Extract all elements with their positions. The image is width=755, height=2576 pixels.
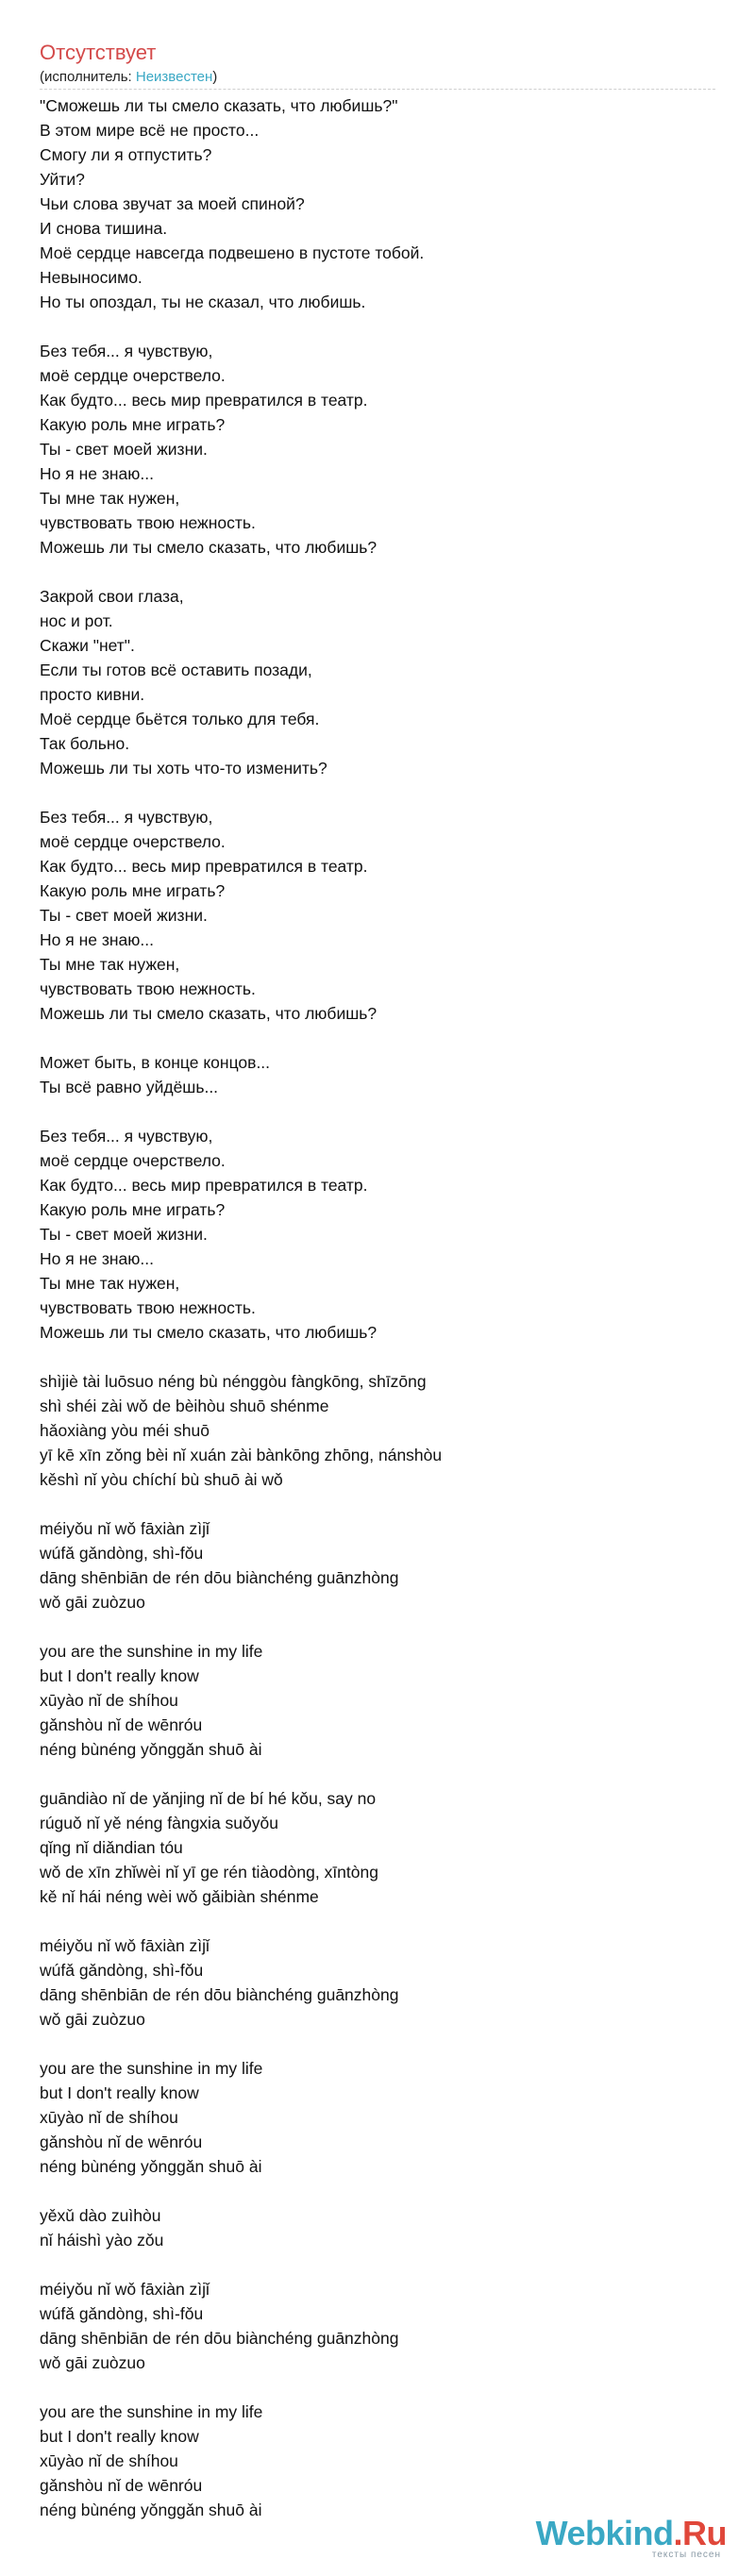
lyric-line: "Сможешь ли ты смело сказать, что любишь?" bbox=[40, 96, 398, 115]
logo-wordmark bbox=[536, 2516, 727, 2551]
lyric-line: Можешь ли ты смело сказать, что любишь? bbox=[40, 538, 378, 557]
lyric-line: wúfǎ gǎndòng, shì-fǒu bbox=[40, 2304, 204, 2323]
lyric-line: néng bùnéng yǒnggǎn shuō ài bbox=[40, 1740, 262, 1759]
lyric-line: Ты всё равно уйдёшь... bbox=[40, 1078, 219, 1096]
lyric-line: Ты мне так нужен, bbox=[40, 955, 180, 974]
lyric-line: чувствовать твою нежность. bbox=[40, 513, 256, 532]
lyric-line: Ты - свет моей жизни. bbox=[40, 440, 208, 459]
lyric-line: чувствовать твою нежность. bbox=[40, 979, 256, 998]
lyric-line: shìjiè tài luōsuo néng bù nénggòu fàngkōng, shīzōng bbox=[40, 1372, 427, 1391]
stanza-break bbox=[40, 1492, 715, 1516]
stanza-break bbox=[40, 2179, 715, 2203]
lyric-line: Так больно. bbox=[40, 734, 130, 753]
lyric-line: wúfǎ gǎndòng, shì-fǒu bbox=[40, 1544, 204, 1563]
lyric-line: you are the sunshine in my life bbox=[40, 1642, 263, 1661]
lyric-line: xūyào nǐ de shíhou bbox=[40, 1691, 178, 1710]
stanza-break bbox=[40, 1614, 715, 1639]
song-title: Отсутствует bbox=[40, 41, 157, 64]
lyric-line: Ты - свет моей жизни. bbox=[40, 1225, 208, 1244]
lyric-line: Если ты готов всё оставить позади, bbox=[40, 661, 312, 679]
stanza-break bbox=[40, 2375, 715, 2400]
logo-tagline: тексты песен bbox=[651, 2550, 721, 2560]
lyric-line: wǒ gāi zuòzuo bbox=[40, 2353, 145, 2372]
lyric-line: hǎoxiàng yòu méi shuō bbox=[40, 1421, 210, 1440]
lyric-line: wǒ gāi zuòzuo bbox=[40, 2010, 145, 2029]
artist-line bbox=[40, 68, 715, 87]
lyric-line: Можешь ли ты смело сказать, что любишь? bbox=[40, 1323, 378, 1342]
stanza-break bbox=[40, 1345, 715, 1369]
lyric-line: wúfǎ gǎndòng, shì-fǒu bbox=[40, 1961, 204, 1980]
lyric-line: И снова тишина. bbox=[40, 219, 168, 238]
lyric-line: guāndiào nǐ de yǎnjing nǐ de bí hé kǒu, say no bbox=[40, 1789, 377, 1808]
lyric-line: Моё сердце бьётся только для тебя. bbox=[40, 710, 320, 728]
lyric-line: Без тебя... я чувствую, bbox=[40, 1127, 213, 1146]
lyric-line: чувствовать твою нежность. bbox=[40, 1298, 256, 1317]
lyric-line: Может быть, в конце концов... bbox=[40, 1053, 271, 1072]
webkind-logo[interactable] bbox=[519, 2516, 727, 2559]
lyric-line: Уйти? bbox=[40, 170, 85, 189]
logo-main-text: Webkind bbox=[535, 2514, 674, 2552]
stanza-break bbox=[40, 1026, 715, 1050]
lyrics-page bbox=[40, 0, 715, 2522]
lyric-line: Но я не знаю... bbox=[40, 930, 154, 949]
lyric-line: Какую роль мне играть? bbox=[40, 881, 226, 900]
lyric-line: В этом мире всё не просто... bbox=[40, 121, 260, 140]
lyric-line: méiyǒu nǐ wǒ fāxiàn zìjǐ bbox=[40, 1519, 210, 1538]
lyric-line: dāng shēnbiān de rén dōu biànchéng guānzhòng bbox=[40, 1985, 399, 2004]
lyrics-text bbox=[40, 93, 715, 2522]
lyric-line: gǎnshòu nǐ de wēnróu bbox=[40, 2476, 203, 2495]
lyric-line: моё сердце очерствело. bbox=[40, 832, 226, 851]
lyric-line: Без тебя... я чувствую, bbox=[40, 808, 213, 827]
lyric-line: gǎnshòu nǐ de wēnróu bbox=[40, 1715, 203, 1734]
lyric-line: Как будто... весь мир превратился в театр. bbox=[40, 857, 368, 876]
lyric-line: Можешь ли ты смело сказать, что любишь? bbox=[40, 1004, 378, 1023]
lyric-line: Какую роль мне играть? bbox=[40, 1200, 226, 1219]
lyric-line: Ты - свет моей жизни. bbox=[40, 906, 208, 925]
artist-prefix: (исполнитель: bbox=[40, 69, 136, 85]
lyric-line: you are the sunshine in my life bbox=[40, 2402, 263, 2421]
lyric-line: wǒ de xīn zhǐwèi nǐ yī ge rén tiàodòng, xīntòng bbox=[40, 1863, 378, 1882]
lyric-line: Невыносимо. bbox=[40, 268, 143, 287]
lyric-line: kě nǐ hái néng wèi wǒ gǎibiàn shénme bbox=[40, 1887, 319, 1906]
lyric-line: néng bùnéng yǒnggǎn shuō ài bbox=[40, 2157, 262, 2176]
title-divider bbox=[40, 89, 715, 90]
lyric-line: but I don't really know bbox=[40, 2427, 199, 2446]
lyric-line: просто кивни. bbox=[40, 685, 145, 704]
stanza-break bbox=[40, 1909, 715, 1933]
lyric-line: méiyǒu nǐ wǒ fāxiàn zìjǐ bbox=[40, 1936, 210, 1955]
lyric-line: Скажи "нет". bbox=[40, 636, 135, 655]
lyric-line: Моё сердце навсегда подвешено в пустоте тобой. bbox=[40, 243, 425, 262]
lyric-line: nǐ háishì yào zǒu bbox=[40, 2231, 164, 2250]
stanza-break bbox=[40, 1762, 715, 1786]
lyric-line: моё сердце очерствело. bbox=[40, 1151, 226, 1170]
lyric-line: kěshì nǐ yòu chíchí bù shuō ài wǒ bbox=[40, 1470, 283, 1489]
lyric-line: Можешь ли ты хоть что-то изменить? bbox=[40, 759, 327, 778]
stanza-break bbox=[40, 1099, 715, 1124]
stanza-break bbox=[40, 2252, 715, 2277]
lyric-line: yěxǔ dào zuìhòu bbox=[40, 2206, 161, 2225]
lyric-line: Ты мне так нужен, bbox=[40, 489, 180, 508]
lyric-line: Без тебя... я чувствую, bbox=[40, 342, 213, 360]
lyric-line: Какую роль мне играть? bbox=[40, 415, 226, 434]
lyric-line: qǐng nǐ diǎndian tóu bbox=[40, 1838, 183, 1857]
lyric-line: you are the sunshine in my life bbox=[40, 2059, 263, 2078]
lyric-line: but I don't really know bbox=[40, 2083, 199, 2102]
lyric-line: Но я не знаю... bbox=[40, 464, 154, 483]
lyric-line: wǒ gāi zuòzuo bbox=[40, 1593, 145, 1612]
lyric-line: xūyào nǐ de shíhou bbox=[40, 2451, 178, 2470]
stanza-break bbox=[40, 314, 715, 339]
lyric-line: méiyǒu nǐ wǒ fāxiàn zìjǐ bbox=[40, 2280, 210, 2299]
lyric-line: нос и рот. bbox=[40, 611, 113, 630]
lyric-line: Закрой свои глаза, bbox=[40, 587, 184, 606]
lyric-line: but I don't really know bbox=[40, 1666, 199, 1685]
lyric-line: Но я не знаю... bbox=[40, 1249, 154, 1268]
stanza-break bbox=[40, 2032, 715, 2056]
lyric-line: Смогу ли я отпустить? bbox=[40, 145, 212, 164]
stanza-break bbox=[40, 560, 715, 584]
lyric-line: xūyào nǐ de shíhou bbox=[40, 2108, 178, 2127]
stanza-break bbox=[40, 780, 715, 805]
lyric-line: Как будто... весь мир превратился в театр. bbox=[40, 1176, 368, 1195]
lyric-line: Но ты опоздал, ты не сказал, что любишь. bbox=[40, 293, 366, 311]
lyric-line: Чьи слова звучат за моей спиной? bbox=[40, 194, 305, 213]
lyric-line: Как будто... весь мир превратился в театр. bbox=[40, 391, 368, 410]
lyric-line: néng bùnéng yǒnggǎn shuō ài bbox=[40, 2501, 262, 2519]
lyric-line: dāng shēnbiān de rén dōu biànchéng guānzhòng bbox=[40, 1568, 399, 1587]
lyric-line: моё сердце очерствело. bbox=[40, 366, 226, 385]
lyric-line: yī kē xīn zǒng bèi nǐ xuán zài bànkōng zhōng, nánshòu bbox=[40, 1446, 443, 1464]
artist-suffix: ) bbox=[212, 69, 218, 85]
lyric-line: gǎnshòu nǐ de wēnróu bbox=[40, 2133, 203, 2151]
lyric-line: shì shéi zài wǒ de bèihòu shuō shénme bbox=[40, 1397, 329, 1415]
lyric-line: dāng shēnbiān de rén dōu biànchéng guānzhòng bbox=[40, 2329, 399, 2348]
logo-suffix-text: .Ru bbox=[673, 2514, 727, 2552]
lyric-line: Ты мне так нужен, bbox=[40, 1274, 180, 1293]
lyric-line: rúguǒ nǐ yě néng fàngxia suǒyǒu bbox=[40, 1814, 278, 1832]
artist-link[interactable]: Неизвестен bbox=[135, 69, 213, 85]
